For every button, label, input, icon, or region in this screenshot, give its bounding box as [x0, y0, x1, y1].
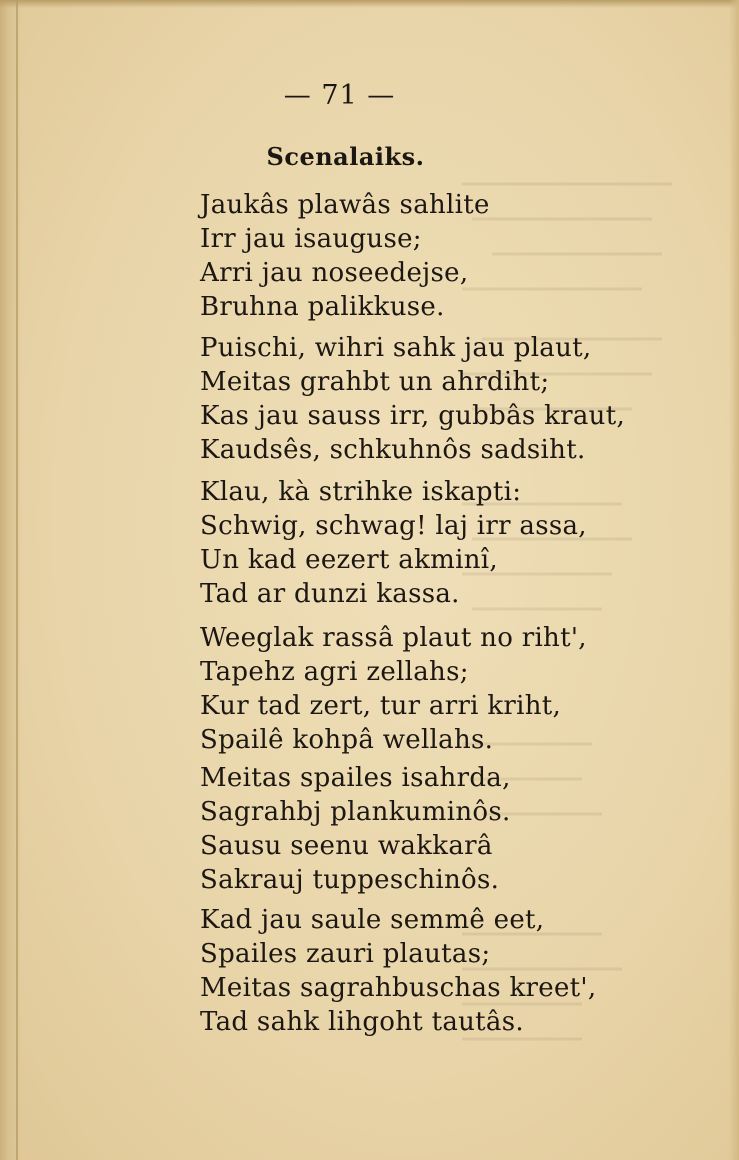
poem-line: Spailê kohpâ wellahs.	[200, 725, 494, 755]
stanza-6	[200, 903, 720, 1039]
poem-line: Jaukâs plawâs sahlite	[200, 190, 490, 220]
poem-line: Puischi, wihri sahk jau plaut,	[200, 333, 592, 363]
poem-line: Tapehz agri zellahs;	[200, 657, 469, 687]
poem-line: Tad sahk lihgoht tautâs.	[200, 1007, 524, 1037]
poem-line: Un kad eezert akminî,	[200, 545, 498, 575]
poem-line: Kaudsês, schkuhnôs sadsiht.	[200, 435, 586, 465]
poem-line: Bruhna palikkuse.	[200, 292, 445, 322]
poem-line: Meitas spailes isahrda,	[200, 763, 511, 793]
poem-line: Sausu seenu wakkarâ	[200, 831, 493, 861]
poem-line: Meitas sagrahbuschas kreet',	[200, 973, 597, 1003]
poem-line: Kad jau saule semmê eet,	[200, 905, 545, 935]
poem-line: Spailes zauri plautas;	[200, 939, 491, 969]
poem-line: Klau, kà strihke iskapti:	[200, 477, 522, 507]
poem-line: Weeglak rassâ plaut no riht',	[200, 623, 587, 653]
stanza-5	[200, 761, 720, 897]
poem-line: Sakrauj tuppeschinôs.	[200, 865, 500, 895]
stanza-1	[200, 188, 720, 324]
poem-title: Scenalaiks.	[266, 142, 425, 171]
stanza-4	[200, 621, 720, 757]
page-number: — 71 —	[283, 80, 396, 111]
stanza-3	[200, 475, 720, 611]
poem-line: Sagrahbj plankuminôs.	[200, 797, 511, 827]
poem-line: Tad ar dunzi kassa.	[200, 579, 460, 609]
poem-body	[200, 188, 720, 1039]
page-right-edge	[729, 0, 739, 1160]
poem-line: Irr jau isauguse;	[200, 224, 422, 254]
page-gutter	[0, 0, 22, 1160]
poem-line: Schwig, schwag! laj irr assa,	[200, 511, 587, 541]
binding-line	[16, 0, 18, 1160]
poem-line: Meitas grahbt un ahrdiht;	[200, 367, 550, 397]
poem-line: Arri jau noseedejse,	[200, 258, 469, 288]
stanza-2	[200, 331, 720, 467]
poem-line: Kur tad zert, tur arri kriht,	[200, 691, 562, 721]
poem-line: Kas jau sauss irr, gubbâs kraut,	[200, 401, 626, 431]
page-top-edge	[0, 0, 739, 8]
